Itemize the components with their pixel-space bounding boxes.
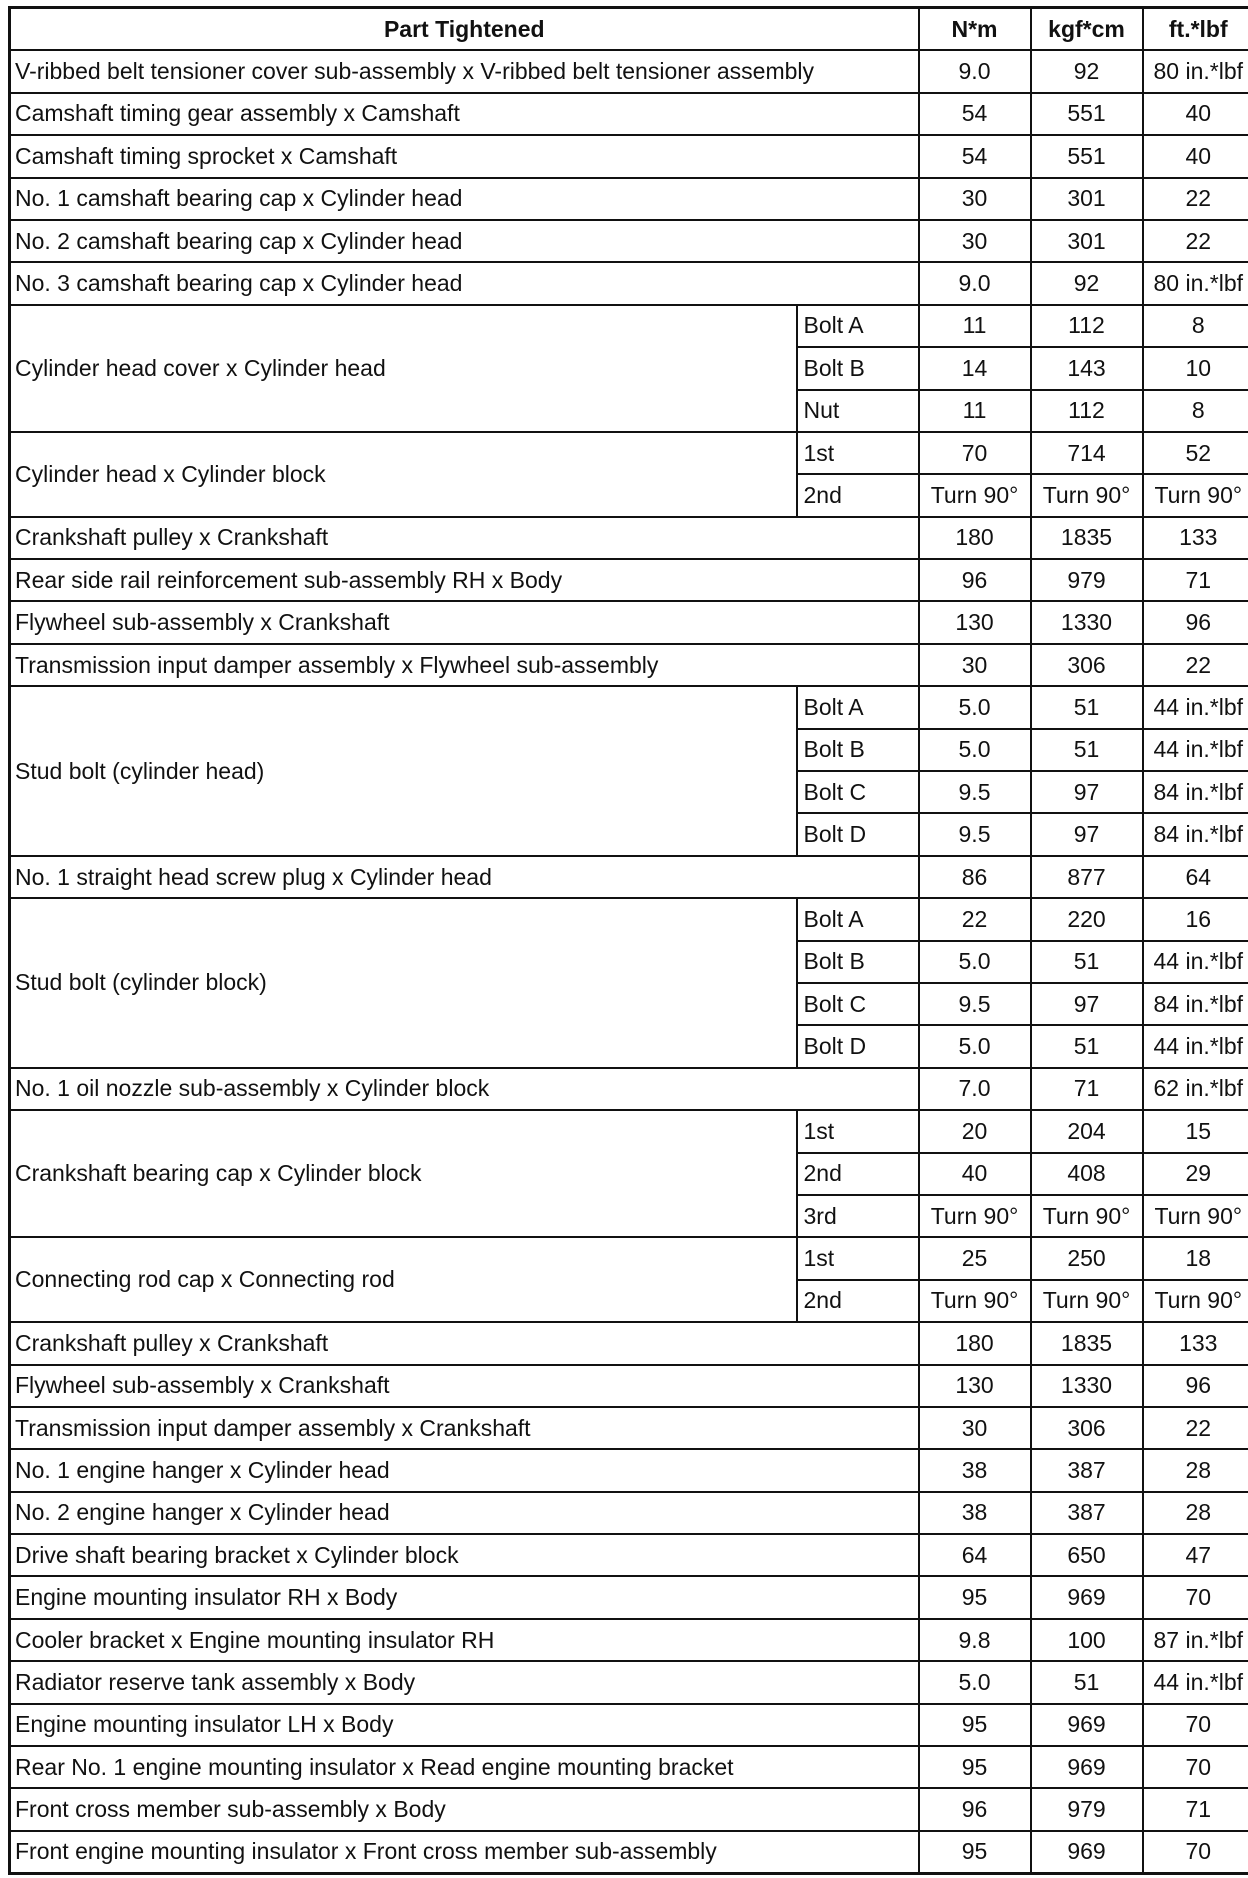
torque-ft-lbf-cell: 44 in.*lbf xyxy=(1143,729,1248,771)
fastener-step-cell: Bolt C xyxy=(797,983,919,1025)
torque-kgf-cm-cell: 551 xyxy=(1031,135,1143,177)
header-part-tightened: Part Tightened xyxy=(10,8,919,51)
torque-kgf-cm-cell: 306 xyxy=(1031,1407,1143,1449)
torque-ft-lbf-cell: 15 xyxy=(1143,1110,1248,1152)
torque-nm-cell: 30 xyxy=(919,178,1031,220)
torque-nm-cell: 95 xyxy=(919,1704,1031,1746)
fastener-step-cell: 2nd xyxy=(797,1280,919,1322)
fastener-step-cell: Bolt C xyxy=(797,771,919,813)
torque-nm-cell: 9.0 xyxy=(919,50,1031,92)
table-row xyxy=(10,686,1248,728)
part-tightened-cell: Engine mounting insulator RH x Body xyxy=(10,1576,919,1618)
part-tightened-cell: Flywheel sub-assembly x Crankshaft xyxy=(10,601,919,643)
torque-ft-lbf-cell: 44 in.*lbf xyxy=(1143,1025,1248,1067)
torque-kgf-cm-cell: 650 xyxy=(1031,1534,1143,1576)
torque-kgf-cm-cell: 51 xyxy=(1031,729,1143,771)
torque-ft-lbf-cell: 8 xyxy=(1143,390,1248,432)
torque-nm-cell: Turn 90° xyxy=(919,1280,1031,1322)
torque-nm-cell: 14 xyxy=(919,347,1031,389)
torque-nm-cell: 11 xyxy=(919,305,1031,347)
table-row xyxy=(10,559,1248,601)
torque-kgf-cm-cell: Turn 90° xyxy=(1031,474,1143,516)
fastener-step-cell: Bolt B xyxy=(797,347,919,389)
torque-ft-lbf-cell: 22 xyxy=(1143,178,1248,220)
torque-kgf-cm-cell: 969 xyxy=(1031,1576,1143,1618)
table-row xyxy=(10,1576,1248,1618)
torque-nm-cell: 9.5 xyxy=(919,983,1031,1025)
torque-kgf-cm-cell: 51 xyxy=(1031,1661,1143,1703)
torque-kgf-cm-cell: 1835 xyxy=(1031,517,1143,559)
torque-nm-cell: 9.8 xyxy=(919,1619,1031,1661)
torque-nm-cell: 40 xyxy=(919,1153,1031,1195)
torque-kgf-cm-cell: 97 xyxy=(1031,771,1143,813)
part-tightened-cell: No. 1 engine hanger x Cylinder head xyxy=(10,1449,919,1491)
torque-kgf-cm-cell: Turn 90° xyxy=(1031,1280,1143,1322)
torque-nm-cell: 95 xyxy=(919,1831,1031,1874)
torque-kgf-cm-cell: 1330 xyxy=(1031,1365,1143,1407)
torque-ft-lbf-cell: 16 xyxy=(1143,898,1248,940)
torque-kgf-cm-cell: 51 xyxy=(1031,686,1143,728)
table-row xyxy=(10,1237,1248,1279)
table-row xyxy=(10,601,1248,643)
torque-nm-cell: 9.5 xyxy=(919,771,1031,813)
part-tightened-cell: Cylinder head cover x Cylinder head xyxy=(10,305,797,432)
torque-ft-lbf-cell: 80 in.*lbf xyxy=(1143,262,1248,304)
torque-ft-lbf-cell: 44 in.*lbf xyxy=(1143,941,1248,983)
torque-kgf-cm-cell: 387 xyxy=(1031,1449,1143,1491)
table-row xyxy=(10,135,1248,177)
torque-ft-lbf-cell: 62 in.*lbf xyxy=(1143,1068,1248,1110)
torque-kgf-cm-cell: 979 xyxy=(1031,559,1143,601)
header-kgf-cm: kgf*cm xyxy=(1031,8,1143,51)
torque-ft-lbf-cell: 70 xyxy=(1143,1576,1248,1618)
table-row xyxy=(10,1068,1248,1110)
torque-ft-lbf-cell: Turn 90° xyxy=(1143,1195,1248,1237)
fastener-step-cell: Bolt B xyxy=(797,729,919,771)
torque-ft-lbf-cell: 40 xyxy=(1143,93,1248,135)
torque-ft-lbf-cell: 70 xyxy=(1143,1704,1248,1746)
torque-ft-lbf-cell: 84 in.*lbf xyxy=(1143,771,1248,813)
table-row xyxy=(10,1492,1248,1534)
part-tightened-cell: Flywheel sub-assembly x Crankshaft xyxy=(10,1365,919,1407)
torque-nm-cell: 70 xyxy=(919,432,1031,474)
torque-kgf-cm-cell: 301 xyxy=(1031,178,1143,220)
table-row xyxy=(10,1704,1248,1746)
table-row xyxy=(10,262,1248,304)
fastener-step-cell: 1st xyxy=(797,432,919,474)
torque-nm-cell: 180 xyxy=(919,517,1031,559)
torque-ft-lbf-cell: 133 xyxy=(1143,517,1248,559)
table-row xyxy=(10,50,1248,92)
fastener-step-cell: Bolt A xyxy=(797,898,919,940)
torque-nm-cell: 96 xyxy=(919,559,1031,601)
torque-nm-cell: 5.0 xyxy=(919,686,1031,728)
fastener-step-cell: Bolt A xyxy=(797,686,919,728)
torque-ft-lbf-cell: 22 xyxy=(1143,220,1248,262)
torque-ft-lbf-cell: 44 in.*lbf xyxy=(1143,686,1248,728)
torque-ft-lbf-cell: 84 in.*lbf xyxy=(1143,813,1248,855)
part-tightened-cell: Transmission input damper assembly x Crankshaft xyxy=(10,1407,919,1449)
torque-nm-cell: 30 xyxy=(919,644,1031,686)
torque-kgf-cm-cell: 220 xyxy=(1031,898,1143,940)
part-tightened-cell: Camshaft timing sprocket x Camshaft xyxy=(10,135,919,177)
table-row xyxy=(10,644,1248,686)
torque-ft-lbf-cell: 22 xyxy=(1143,644,1248,686)
torque-kgf-cm-cell: 969 xyxy=(1031,1746,1143,1788)
part-tightened-cell: Drive shaft bearing bracket x Cylinder block xyxy=(10,1534,919,1576)
torque-nm-cell: 9.5 xyxy=(919,813,1031,855)
part-tightened-cell: No. 2 engine hanger x Cylinder head xyxy=(10,1492,919,1534)
fastener-step-cell: Bolt D xyxy=(797,813,919,855)
torque-nm-cell: 30 xyxy=(919,1407,1031,1449)
table-row xyxy=(10,1449,1248,1491)
torque-ft-lbf-cell: 10 xyxy=(1143,347,1248,389)
table-row xyxy=(10,305,1248,347)
torque-ft-lbf-cell: 64 xyxy=(1143,856,1248,898)
table-row xyxy=(10,1365,1248,1407)
torque-kgf-cm-cell: 51 xyxy=(1031,1025,1143,1067)
torque-kgf-cm-cell: 92 xyxy=(1031,262,1143,304)
torque-nm-cell: 5.0 xyxy=(919,729,1031,771)
table-row xyxy=(10,1788,1248,1830)
torque-ft-lbf-cell: 96 xyxy=(1143,601,1248,643)
torque-nm-cell: 22 xyxy=(919,898,1031,940)
part-tightened-cell: No. 1 camshaft bearing cap x Cylinder head xyxy=(10,178,919,220)
torque-nm-cell: 7.0 xyxy=(919,1068,1031,1110)
part-tightened-cell: Rear side rail reinforcement sub-assembly RH x Body xyxy=(10,559,919,601)
torque-ft-lbf-cell: 71 xyxy=(1143,559,1248,601)
torque-kgf-cm-cell: 301 xyxy=(1031,220,1143,262)
torque-nm-cell: 130 xyxy=(919,1365,1031,1407)
torque-ft-lbf-cell: 29 xyxy=(1143,1153,1248,1195)
table-row xyxy=(10,517,1248,559)
part-tightened-cell: Camshaft timing gear assembly x Camshaft xyxy=(10,93,919,135)
torque-ft-lbf-cell: 40 xyxy=(1143,135,1248,177)
table-row xyxy=(10,1110,1248,1152)
torque-nm-cell: 180 xyxy=(919,1322,1031,1364)
table-row xyxy=(10,856,1248,898)
torque-ft-lbf-cell: Turn 90° xyxy=(1143,474,1248,516)
table-row xyxy=(10,178,1248,220)
table-row xyxy=(10,1661,1248,1703)
torque-kgf-cm-cell: 100 xyxy=(1031,1619,1143,1661)
fastener-step-cell: Bolt B xyxy=(797,941,919,983)
torque-nm-cell: 11 xyxy=(919,390,1031,432)
torque-nm-cell: 20 xyxy=(919,1110,1031,1152)
torque-kgf-cm-cell: 551 xyxy=(1031,93,1143,135)
part-tightened-cell: Crankshaft pulley x Crankshaft xyxy=(10,1322,919,1364)
fastener-step-cell: 3rd xyxy=(797,1195,919,1237)
torque-nm-cell: 5.0 xyxy=(919,1661,1031,1703)
torque-nm-cell: 95 xyxy=(919,1746,1031,1788)
torque-kgf-cm-cell: 408 xyxy=(1031,1153,1143,1195)
torque-nm-cell: 95 xyxy=(919,1576,1031,1618)
torque-kgf-cm-cell: 92 xyxy=(1031,50,1143,92)
torque-kgf-cm-cell: 714 xyxy=(1031,432,1143,474)
torque-ft-lbf-cell: 28 xyxy=(1143,1492,1248,1534)
torque-nm-cell: 5.0 xyxy=(919,1025,1031,1067)
table-row xyxy=(10,1746,1248,1788)
header-row xyxy=(10,8,1248,51)
part-tightened-cell: Engine mounting insulator LH x Body xyxy=(10,1704,919,1746)
table-row xyxy=(10,93,1248,135)
table-row xyxy=(10,898,1248,940)
header-nm: N*m xyxy=(919,8,1031,51)
part-tightened-cell: No. 3 camshaft bearing cap x Cylinder head xyxy=(10,262,919,304)
part-tightened-cell: Front cross member sub-assembly x Body xyxy=(10,1788,919,1830)
table-row xyxy=(10,1619,1248,1661)
table-row xyxy=(10,1407,1248,1449)
torque-ft-lbf-cell: 18 xyxy=(1143,1237,1248,1279)
torque-nm-cell: Turn 90° xyxy=(919,1195,1031,1237)
torque-kgf-cm-cell: 969 xyxy=(1031,1831,1143,1874)
part-tightened-cell: No. 1 straight head screw plug x Cylinder head xyxy=(10,856,919,898)
torque-kgf-cm-cell: 97 xyxy=(1031,813,1143,855)
table-row xyxy=(10,1831,1248,1874)
fastener-step-cell: 1st xyxy=(797,1237,919,1279)
torque-ft-lbf-cell: Turn 90° xyxy=(1143,1280,1248,1322)
part-tightened-cell: Cylinder head x Cylinder block xyxy=(10,432,797,517)
torque-ft-lbf-cell: 84 in.*lbf xyxy=(1143,983,1248,1025)
torque-nm-cell: 38 xyxy=(919,1449,1031,1491)
torque-kgf-cm-cell: 306 xyxy=(1031,644,1143,686)
torque-ft-lbf-cell: 47 xyxy=(1143,1534,1248,1576)
part-tightened-cell: Cooler bracket x Engine mounting insulator RH xyxy=(10,1619,919,1661)
torque-kgf-cm-cell: 877 xyxy=(1031,856,1143,898)
table-row xyxy=(10,432,1248,474)
torque-nm-cell: 64 xyxy=(919,1534,1031,1576)
torque-nm-cell: 9.0 xyxy=(919,262,1031,304)
part-tightened-cell: Radiator reserve tank assembly x Body xyxy=(10,1661,919,1703)
torque-nm-cell: 54 xyxy=(919,135,1031,177)
part-tightened-cell: Stud bolt (cylinder head) xyxy=(10,686,797,856)
torque-ft-lbf-cell: 87 in.*lbf xyxy=(1143,1619,1248,1661)
torque-ft-lbf-cell: 8 xyxy=(1143,305,1248,347)
header-ft-lbf: ft.*lbf xyxy=(1143,8,1248,51)
fastener-step-cell: Nut xyxy=(797,390,919,432)
part-tightened-cell: Crankshaft pulley x Crankshaft xyxy=(10,517,919,559)
torque-kgf-cm-cell: 250 xyxy=(1031,1237,1143,1279)
torque-nm-cell: 38 xyxy=(919,1492,1031,1534)
fastener-step-cell: 1st xyxy=(797,1110,919,1152)
torque-ft-lbf-cell: 96 xyxy=(1143,1365,1248,1407)
torque-nm-cell: 54 xyxy=(919,93,1031,135)
torque-nm-cell: 130 xyxy=(919,601,1031,643)
table-row xyxy=(10,1322,1248,1364)
part-tightened-cell: No. 1 oil nozzle sub-assembly x Cylinder block xyxy=(10,1068,919,1110)
part-tightened-cell: Front engine mounting insulator x Front cross member sub-assembly xyxy=(10,1831,919,1874)
table-body xyxy=(10,50,1248,1873)
torque-ft-lbf-cell: 71 xyxy=(1143,1788,1248,1830)
part-tightened-cell: Stud bolt (cylinder block) xyxy=(10,898,797,1068)
torque-ft-lbf-cell: 133 xyxy=(1143,1322,1248,1364)
part-tightened-cell: No. 2 camshaft bearing cap x Cylinder head xyxy=(10,220,919,262)
torque-nm-cell: 30 xyxy=(919,220,1031,262)
torque-nm-cell: 96 xyxy=(919,1788,1031,1830)
torque-spec-table xyxy=(8,6,1248,1875)
torque-kgf-cm-cell: 71 xyxy=(1031,1068,1143,1110)
torque-ft-lbf-cell: 22 xyxy=(1143,1407,1248,1449)
torque-ft-lbf-cell: 28 xyxy=(1143,1449,1248,1491)
torque-kgf-cm-cell: 1835 xyxy=(1031,1322,1143,1364)
fastener-step-cell: Bolt D xyxy=(797,1025,919,1067)
torque-kgf-cm-cell: 387 xyxy=(1031,1492,1143,1534)
torque-ft-lbf-cell: 52 xyxy=(1143,432,1248,474)
torque-nm-cell: 86 xyxy=(919,856,1031,898)
torque-ft-lbf-cell: 70 xyxy=(1143,1746,1248,1788)
part-tightened-cell: Crankshaft bearing cap x Cylinder block xyxy=(10,1110,797,1237)
torque-ft-lbf-cell: 80 in.*lbf xyxy=(1143,50,1248,92)
part-tightened-cell: V-ribbed belt tensioner cover sub-assembly x V-ribbed belt tensioner assembly xyxy=(10,50,919,92)
torque-kgf-cm-cell: 979 xyxy=(1031,1788,1143,1830)
part-tightened-cell: Transmission input damper assembly x Flywheel sub-assembly xyxy=(10,644,919,686)
part-tightened-cell: Rear No. 1 engine mounting insulator x Read engine mounting bracket xyxy=(10,1746,919,1788)
table-row xyxy=(10,1534,1248,1576)
fastener-step-cell: 2nd xyxy=(797,1153,919,1195)
torque-nm-cell: 5.0 xyxy=(919,941,1031,983)
torque-kgf-cm-cell: 1330 xyxy=(1031,601,1143,643)
torque-kgf-cm-cell: 969 xyxy=(1031,1704,1143,1746)
torque-ft-lbf-cell: 44 in.*lbf xyxy=(1143,1661,1248,1703)
torque-nm-cell: Turn 90° xyxy=(919,474,1031,516)
torque-kgf-cm-cell: Turn 90° xyxy=(1031,1195,1143,1237)
torque-kgf-cm-cell: 51 xyxy=(1031,941,1143,983)
torque-nm-cell: 25 xyxy=(919,1237,1031,1279)
fastener-step-cell: 2nd xyxy=(797,474,919,516)
table-row xyxy=(10,220,1248,262)
torque-ft-lbf-cell: 70 xyxy=(1143,1831,1248,1874)
torque-kgf-cm-cell: 112 xyxy=(1031,390,1143,432)
part-tightened-cell: Connecting rod cap x Connecting rod xyxy=(10,1237,797,1322)
torque-kgf-cm-cell: 112 xyxy=(1031,305,1143,347)
torque-kgf-cm-cell: 143 xyxy=(1031,347,1143,389)
fastener-step-cell: Bolt A xyxy=(797,305,919,347)
torque-kgf-cm-cell: 204 xyxy=(1031,1110,1143,1152)
torque-kgf-cm-cell: 97 xyxy=(1031,983,1143,1025)
